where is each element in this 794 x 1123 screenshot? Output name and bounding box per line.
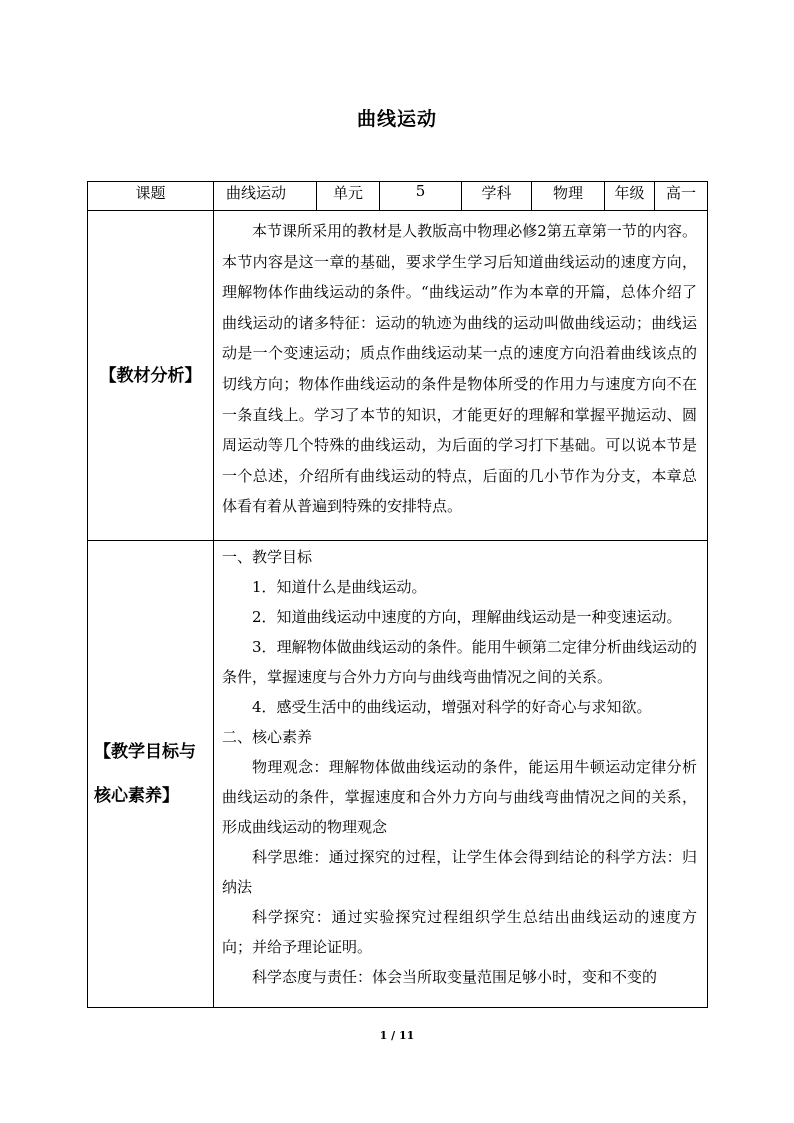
goals-label-line2: 核心素养】 xyxy=(94,786,179,806)
analysis-cell xyxy=(214,211,708,541)
goals-cell xyxy=(214,541,708,1008)
goal-item-3: 3．理解物体做曲线运动的条件。能用牛顿第二定律分析曲线运动的条件，掌握速度与合外力方向与曲线弯曲情况之间的关系。 xyxy=(222,638,697,686)
header-subject-value: 物理 xyxy=(532,182,605,211)
goals-label-line1: 【教学目标与 xyxy=(94,742,196,762)
lesson-plan-table xyxy=(87,181,708,1008)
header-topic-label: 课题 xyxy=(88,182,214,211)
goal-item-1: 1．知道什么是曲线运动。 xyxy=(252,578,427,596)
goals-row xyxy=(88,541,708,1008)
header-unit-label: 单元 xyxy=(317,182,380,211)
goals-label xyxy=(88,541,214,1008)
header-unit-value: 5 xyxy=(380,182,462,211)
analysis-row xyxy=(88,211,708,541)
header-grade-label: 年级 xyxy=(605,182,655,211)
goal-item-4: 4．感受生活中的曲线运动，增强对科学的好奇心与求知欲。 xyxy=(252,698,652,716)
header-grade-value: 高一 xyxy=(655,182,708,211)
page-title: 曲线运动 xyxy=(356,108,437,130)
goal-item-2: 2．知道曲线运动中速度的方向，理解曲线运动是一种变速运动。 xyxy=(252,608,682,626)
literacy-item-1: 物理观念：理解物体做曲线运动的条件，能运用牛顿运动定律分析曲线运动的条件，掌握速度和合外力方向与曲线弯曲情况之间的关系，形成曲线运动的物理观念 xyxy=(222,758,697,836)
header-topic-value: 曲线运动 xyxy=(214,182,317,211)
literacy-item-3: 科学探究：通过实验探究过程组织学生总结出曲线运动的速度方向；并给予理论证明。 xyxy=(222,908,697,956)
literacy-item-4: 科学态度与责任：体会当所取变量范围足够小时，变和不变的 xyxy=(252,968,658,986)
goals-heading-literacy: 二、核心素养 xyxy=(222,728,313,746)
header-row xyxy=(88,182,708,211)
goals-heading-objectives: 一、教学目标 xyxy=(222,548,313,566)
analysis-label: 【教材分析】 xyxy=(88,211,214,541)
analysis-text: 本节课所采用的教材是人教版高中物理必修2第五章第一节的内容。本节内容是这一章的基础，要求学生学习后知道曲线运动的速度方向，理解物体作曲线运动的条件。“曲线运动”作为本章的开篇，总体介绍了曲线运动的诸多特征：运动的轨迹为曲线的运动叫做曲线运动；曲线运动是一个变速运动；质点作曲线运动某一点的速度方向沿着曲线该点的切线方向；物体作曲线运动的条件是物体所受的作用力与速度方向不在一条直线上。学习了本节的知识，才能更好的理解和掌握平抛运动、圆周运动等几个特殊的曲线运动，为后面的学习打下基础。可以说本节是一个总述，介绍所有曲线运动的特点，后面的几小节作为分支，本章总体看有着从普遍到特殊的安排特点。 xyxy=(222,222,697,516)
header-subject-label: 学科 xyxy=(462,182,532,211)
page-number: 1 / 11 xyxy=(379,1029,415,1042)
literacy-item-2: 科学思维：通过探究的过程，让学生体会得到结论的科学方法：归纳法 xyxy=(222,848,697,896)
